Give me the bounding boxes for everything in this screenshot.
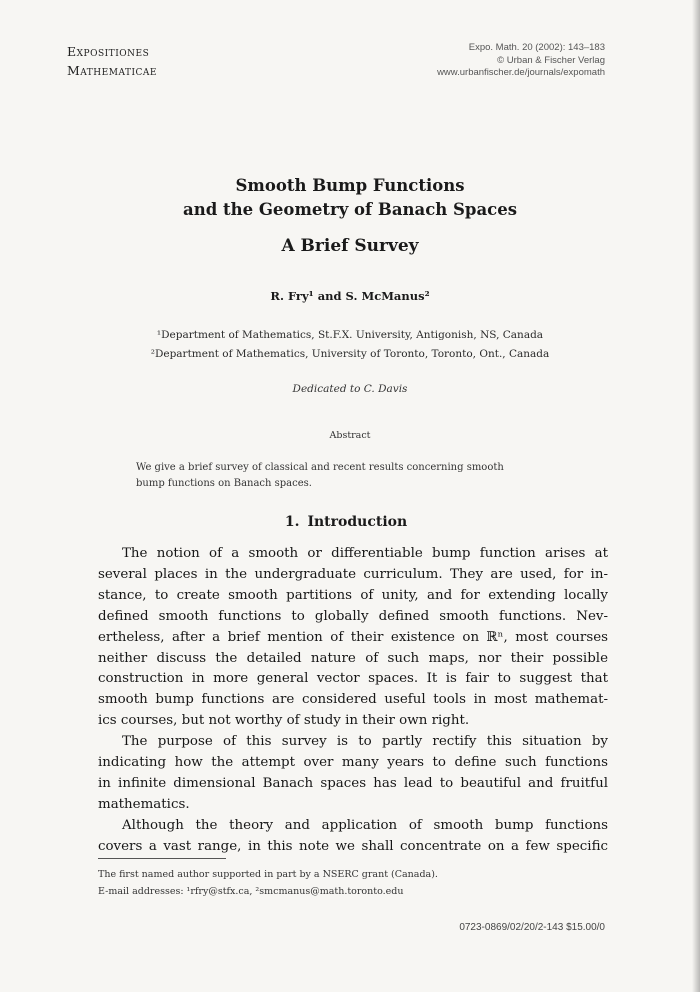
body-line: The notion of a smooth or differentiable bump function arises at [122, 546, 608, 561]
body-line: defined smooth functions to globally defined smooth functions. Nev- [98, 608, 608, 624]
publisher-line: © Urban & Fischer Verlag [497, 54, 605, 66]
body-line: in infinite dimensional Banach spaces has lead to beautiful and fruitful [98, 775, 608, 791]
footnote-rule [98, 858, 226, 859]
affiliations [0, 326, 700, 364]
body-line: several places in the undergraduate curriculum. They are used, for in- [98, 566, 608, 582]
body-line: stance, to create smooth partitions of unity, and for extending locally [98, 587, 608, 603]
body-line: The purpose of this survey is to partly rectify this situation by [122, 734, 608, 750]
citation-line: Expo. Math. 20 (2002): 143–183 [468, 42, 605, 53]
body-line: ertheless, after a brief mention of their existence on ℝⁿ, most courses [98, 629, 608, 645]
affiliation: ¹Department of Mathematics, St.F.X. University, Antigonish, NS, Canada [156, 329, 544, 341]
journal-name [67, 42, 157, 80]
journal-name-line: Expositiones [67, 44, 150, 59]
abstract-heading: Abstract [329, 430, 371, 441]
section-title: Introduction [307, 514, 408, 530]
body-line: indicating how the attempt over many years to define such functions [98, 755, 608, 771]
paper-title [0, 174, 700, 222]
body-line: covers a vast range, in this note we shall concentrate on a few specific [98, 838, 608, 854]
issn-code: 0723-0869/02/20/2-143 $15.00/0 [459, 922, 605, 933]
affiliation: ²Department of Mathematics, University of Toronto, Toronto, Ont., Canada [150, 348, 550, 360]
authors: R. Fry¹ and S. McManus² [270, 289, 430, 303]
section-number: 1. [284, 514, 300, 530]
body-line: mathematics. [98, 796, 190, 812]
footnote-funding: The first named author supported in part by a NSERC grant (Canada). [98, 869, 438, 880]
title-line: Smooth Bump Functions [235, 176, 465, 195]
footnotes [98, 866, 438, 900]
dedication: Dedicated to C. Davis [292, 383, 408, 395]
body-text [98, 544, 608, 858]
journal-reference [437, 42, 605, 80]
abstract-line: bump functions on Banach spaces. [136, 478, 312, 489]
paper-subtitle: A Brief Survey [281, 236, 419, 256]
body-line: neither discuss the detailed nature of such maps, nor their possible [98, 650, 608, 666]
body-line: construction in more general vector spaces. It is fair to suggest that [98, 671, 608, 687]
body-line: smooth bump functions are considered useful tools in most mathemat- [98, 692, 608, 708]
journal-name-line: Mathematicae [67, 63, 157, 78]
abstract-line: We give a brief survey of classical and recent results concerning smooth [136, 462, 504, 473]
section-heading [0, 514, 700, 530]
journal-url[interactable]: www.urbanfischer.de/journals/expomath [437, 67, 605, 78]
title-line: and the Geometry of Banach Spaces [183, 200, 517, 219]
footnote-emails: E-mail addresses: ¹rfry@stfx.ca, ²smcmanus@math.toronto.edu [98, 886, 404, 897]
body-line: Although the theory and application of smooth bump functions [122, 817, 608, 833]
scan-shadow-edge [692, 0, 700, 992]
body-line: ics courses, but not worthy of study in their own right. [98, 713, 470, 729]
abstract-text [136, 460, 576, 492]
